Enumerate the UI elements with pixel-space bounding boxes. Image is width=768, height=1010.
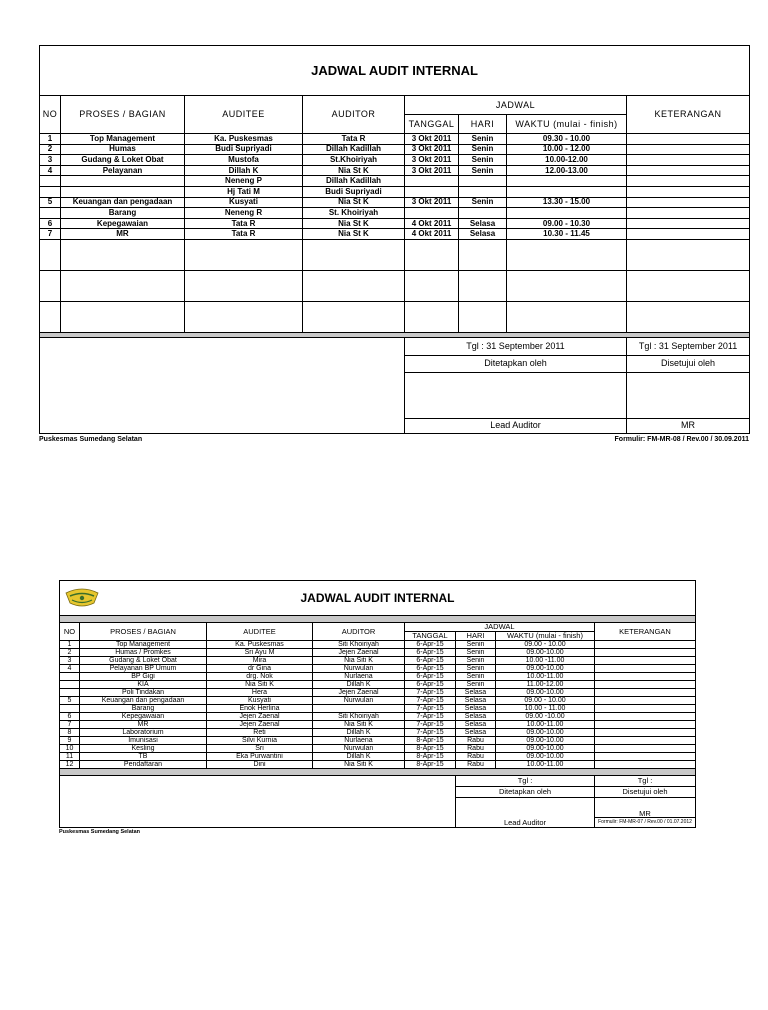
cell-tanggal: 3 Okt 2011 <box>405 144 459 155</box>
cell-keterangan <box>627 134 750 145</box>
date-right: Tgl : 31 September 2011 <box>627 337 750 355</box>
table-row <box>60 721 696 729</box>
cell-no: 12 <box>60 761 80 769</box>
cell-tanggal: 3 Okt 2011 <box>405 165 459 176</box>
cell-auditor: Nia St K <box>303 229 405 240</box>
cell-proses: Kesling <box>80 745 207 753</box>
cell-auditor: St. Khoiriyah <box>303 208 405 219</box>
cell-proses: Barang <box>80 705 207 713</box>
cell-hari: Senin <box>459 165 507 176</box>
table-row <box>60 745 696 753</box>
table-row <box>60 665 696 673</box>
cell-keterangan <box>627 155 750 166</box>
cell-tanggal: 6-Apr-15 <box>405 681 456 689</box>
cell-proses: Keuangan dan pengadaan <box>61 197 185 208</box>
cell-hari: Rabu <box>456 737 496 745</box>
cell-proses: MR <box>61 229 185 240</box>
cell-keterangan <box>595 657 696 665</box>
cell-auditee: Kusyati <box>207 697 313 705</box>
cell-no: 7 <box>40 229 61 240</box>
lead-auditor-label: Lead Auditor <box>405 418 627 433</box>
cell-no: 4 <box>60 665 80 673</box>
cell-waktu: 09.00-10.00 <box>496 729 595 737</box>
document-title: JADWAL AUDIT INTERNAL <box>40 46 750 96</box>
cell-keterangan <box>595 689 696 697</box>
cell-tanggal <box>405 186 459 197</box>
cell-hari: Rabu <box>456 745 496 753</box>
cell-proses: Pelayanan BP Umum <box>80 665 207 673</box>
cell-hari: Senin <box>459 134 507 145</box>
cell-auditee: Hera <box>207 689 313 697</box>
cell-tanggal: 3 Okt 2011 <box>405 134 459 145</box>
cell-keterangan <box>627 186 750 197</box>
cell-auditee: dr Gina <box>207 665 313 673</box>
cell-auditor: Nurwulan <box>313 745 405 753</box>
cell-no <box>40 208 61 219</box>
cell-no <box>60 689 80 697</box>
header-auditee: AUDITEE <box>185 96 303 134</box>
cell-auditee: Enok Herlina <box>207 705 313 713</box>
cell-auditor: Nia St K <box>303 165 405 176</box>
cell-auditee: Jejen Zaenal <box>207 713 313 721</box>
cell-no: 2 <box>40 144 61 155</box>
audit-schedule-2015 <box>59 580 695 835</box>
cell-auditor: Nurwulan <box>313 697 405 705</box>
cell-hari <box>459 176 507 187</box>
cell-auditee: Mustofa <box>185 155 303 166</box>
cell-keterangan <box>627 197 750 208</box>
cell-tanggal: 3 Okt 2011 <box>405 197 459 208</box>
cell-no: 3 <box>60 657 80 665</box>
cell-auditor: Nia St K <box>303 218 405 229</box>
cell-auditee: Dillah K <box>185 165 303 176</box>
cell-tanggal: 6-Apr-15 <box>405 657 456 665</box>
cell-auditor: Tata R <box>303 134 405 145</box>
document-footer <box>59 829 695 835</box>
cell-keterangan <box>595 673 696 681</box>
cell-tanggal: 6-Apr-15 <box>405 665 456 673</box>
cell-auditee: Kusyati <box>185 197 303 208</box>
cell-no: 10 <box>60 745 80 753</box>
cell-auditee: Dini <box>207 761 313 769</box>
table-row <box>60 697 696 705</box>
table-row <box>60 729 696 737</box>
cell-waktu: 09.00-10.00 <box>496 689 595 697</box>
cell-auditee: Sri Ayu M <box>207 649 313 657</box>
cell-auditee: Tata R <box>185 229 303 240</box>
cell-keterangan <box>595 753 696 761</box>
cell-waktu: 09.00 - 10.00 <box>496 641 595 649</box>
cell-hari: Selasa <box>456 689 496 697</box>
cell-keterangan <box>627 165 750 176</box>
cell-hari: Selasa <box>459 229 507 240</box>
cell-keterangan <box>595 737 696 745</box>
cell-auditee: Ka. Puskesmas <box>185 134 303 145</box>
cell-no: 3 <box>40 155 61 166</box>
cell-keterangan <box>595 649 696 657</box>
logo-emblem-icon <box>64 587 100 609</box>
cell-auditor: Jejen Zaenal <box>313 689 405 697</box>
cell-no: 2 <box>60 649 80 657</box>
cell-waktu <box>507 186 627 197</box>
cell-proses: Imunisasi <box>80 737 207 745</box>
cell-auditor: Nia Siti K <box>313 761 405 769</box>
cell-proses: Keuangan dan pengadaan <box>80 697 207 705</box>
cell-hari: Selasa <box>456 697 496 705</box>
cell-hari: Senin <box>459 155 507 166</box>
cell-waktu: 10.00-11.00 <box>496 761 595 769</box>
cell-tanggal: 7-Apr-15 <box>405 729 456 737</box>
cell-tanggal <box>405 208 459 219</box>
cell-no: 1 <box>40 134 61 145</box>
cell-waktu: 09.00-10.00 <box>496 753 595 761</box>
cell-proses: Kepegawaian <box>61 218 185 229</box>
header-no: NO <box>60 623 80 641</box>
cell-auditor: Nia St K <box>303 197 405 208</box>
cell-hari: Selasa <box>456 713 496 721</box>
table-row <box>60 705 696 713</box>
cell-auditor: Dillah Kadillah <box>303 144 405 155</box>
cell-keterangan <box>595 729 696 737</box>
table-row <box>40 208 750 219</box>
puskesmas-logo <box>64 587 100 609</box>
cell-tanggal: 6-Apr-15 <box>405 673 456 681</box>
ditetapkan-label: Ditetapkan oleh <box>456 787 595 798</box>
cell-tanggal: 8-Apr-15 <box>405 745 456 753</box>
signature-blank-area <box>60 776 456 828</box>
date-left: Tgl : 31 September 2011 <box>405 337 627 355</box>
cell-tanggal: 6-Apr-15 <box>405 649 456 657</box>
cell-hari: Senin <box>459 144 507 155</box>
cell-no: 5 <box>60 697 80 705</box>
cell-auditor: Jejen Zaenal <box>313 649 405 657</box>
cell-proses: MR <box>80 721 207 729</box>
cell-proses: Poli Tindakan <box>80 689 207 697</box>
cell-auditor: Dillah K <box>313 729 405 737</box>
cell-waktu: 10.00 - 11.00 <box>496 705 595 713</box>
table-row <box>60 673 696 681</box>
cell-tanggal: 8-Apr-15 <box>405 761 456 769</box>
footer-form-code: Formulir: FM-MR-07 / Rev.00 / 01.07.2012 <box>595 818 696 828</box>
cell-auditee: Eka Purwantini <box>207 753 313 761</box>
cell-no: 5 <box>40 197 61 208</box>
cell-hari: Senin <box>456 649 496 657</box>
cell-keterangan <box>595 697 696 705</box>
footer-institution: Puskesmas Sumedang Selatan <box>59 829 141 835</box>
cell-hari: Senin <box>456 673 496 681</box>
cell-auditor: Dillah K <box>313 753 405 761</box>
cell-hari: Rabu <box>456 753 496 761</box>
ditetapkan-label: Ditetapkan oleh <box>405 355 627 372</box>
cell-tanggal: 7-Apr-15 <box>405 689 456 697</box>
cell-auditee: Budi Supriyadi <box>185 144 303 155</box>
audit-schedule-table <box>59 580 696 828</box>
cell-no: 8 <box>60 729 80 737</box>
cell-auditor: St.Khoiriyah <box>303 155 405 166</box>
table-row <box>60 649 696 657</box>
cell-keterangan <box>595 681 696 689</box>
cell-auditor: Dillah Kadillah <box>303 176 405 187</box>
header-waktu: WAKTU (mulai - finish) <box>507 115 627 134</box>
cell-hari: Selasa <box>459 218 507 229</box>
cell-hari: Senin <box>456 641 496 649</box>
header-tanggal: TANGGAL <box>405 632 456 641</box>
signature-blank-area <box>40 337 405 433</box>
cell-waktu: 09.00 - 10.00 <box>496 697 595 705</box>
cell-keterangan <box>627 208 750 219</box>
cell-waktu: 13.30 - 15.00 <box>507 197 627 208</box>
cell-proses: BP Gigi <box>80 673 207 681</box>
disetujui-label: Disetujui oleh <box>595 787 696 798</box>
header-auditor: AUDITOR <box>303 96 405 134</box>
cell-keterangan <box>595 761 696 769</box>
table-row <box>40 218 750 229</box>
cell-auditor: Nurlaena <box>313 737 405 745</box>
signature-box-right <box>627 372 750 418</box>
cell-keterangan <box>627 176 750 187</box>
table-row <box>60 713 696 721</box>
cell-auditee: Nia Siti K <box>207 681 313 689</box>
cell-waktu: 10.00-11.00 <box>496 721 595 729</box>
cell-waktu: 09.00-10.00 <box>496 649 595 657</box>
cell-tanggal: 8-Apr-15 <box>405 737 456 745</box>
cell-hari: Selasa <box>456 705 496 713</box>
header-keterangan: KETERANGAN <box>595 623 696 641</box>
table-row <box>60 657 696 665</box>
cell-proses <box>61 186 185 197</box>
cell-hari <box>459 186 507 197</box>
signature-box-left <box>456 798 595 818</box>
cell-no: 7 <box>60 721 80 729</box>
header-proses: PROSES / BAGIAN <box>80 623 207 641</box>
cell-auditee: Reti <box>207 729 313 737</box>
mr-label: MR <box>595 798 696 818</box>
cell-waktu: 10.30 - 11.45 <box>507 229 627 240</box>
table-row <box>60 761 696 769</box>
cell-no <box>40 186 61 197</box>
cell-keterangan <box>595 745 696 753</box>
cell-no <box>60 705 80 713</box>
header-proses: PROSES / BAGIAN <box>61 96 185 134</box>
cell-waktu: 10.00 - 12.00 <box>507 144 627 155</box>
table-row <box>60 681 696 689</box>
cell-no <box>40 176 61 187</box>
cell-keterangan <box>595 665 696 673</box>
header-jadwal: JADWAL <box>405 623 595 632</box>
cell-tanggal <box>405 176 459 187</box>
cell-hari: Selasa <box>456 729 496 737</box>
cell-auditee: Jejen Zaenal <box>207 721 313 729</box>
cell-no <box>60 673 80 681</box>
footer-form-code: Formulir: FM-MR-08 / Rev.00 / 30.09.2011 <box>614 435 749 443</box>
cell-hari: Senin <box>456 657 496 665</box>
cell-tanggal: 7-Apr-15 <box>405 697 456 705</box>
disetujui-label: Disetujui oleh <box>627 355 750 372</box>
cell-keterangan <box>595 721 696 729</box>
cell-auditor: Nurwulan <box>313 665 405 673</box>
cell-waktu: 10.00 -11.00 <box>496 657 595 665</box>
signature-box-left <box>405 372 627 418</box>
cell-proses: Top Management <box>80 641 207 649</box>
cell-keterangan <box>627 229 750 240</box>
cell-auditee: Tata R <box>185 218 303 229</box>
cell-no <box>60 681 80 689</box>
cell-hari: Senin <box>459 197 507 208</box>
cell-auditor: Siti Khoiriyah <box>313 641 405 649</box>
table-row <box>60 737 696 745</box>
cell-auditor: Siti Khoiriyah <box>313 713 405 721</box>
cell-tanggal: 7-Apr-15 <box>405 721 456 729</box>
cell-auditor: Dillah K <box>313 681 405 689</box>
cell-tanggal: 3 Okt 2011 <box>405 155 459 166</box>
document-title: JADWAL AUDIT INTERNAL <box>300 591 455 605</box>
header-tanggal: TANGGAL <box>405 115 459 134</box>
cell-hari: Rabu <box>456 761 496 769</box>
cell-tanggal: 4 Okt 2011 <box>405 229 459 240</box>
cell-keterangan <box>595 641 696 649</box>
cell-proses: Gudang & Loket Obat <box>61 155 185 166</box>
audit-schedule-table <box>39 45 750 434</box>
table-row <box>40 165 750 176</box>
cell-auditee: Mira <box>207 657 313 665</box>
table-row <box>40 197 750 208</box>
document-footer <box>39 436 749 443</box>
cell-no: 6 <box>40 218 61 229</box>
cell-waktu: 09.30 - 10.00 <box>507 134 627 145</box>
cell-waktu: 09.00 - 10.30 <box>507 218 627 229</box>
cell-hari: Senin <box>456 681 496 689</box>
cell-tanggal: 6-Apr-15 <box>405 641 456 649</box>
cell-auditee: Hj Tati M <box>185 186 303 197</box>
cell-keterangan <box>595 713 696 721</box>
cell-waktu: 11.00-12.00 <box>496 681 595 689</box>
table-row <box>40 229 750 240</box>
cell-waktu: 09.00-10.00 <box>496 665 595 673</box>
cell-auditor: Nia Siti K <box>313 657 405 665</box>
cell-waktu: 09.00 -10.00 <box>496 713 595 721</box>
header-no: NO <box>40 96 61 134</box>
cell-auditee: Sri <box>207 745 313 753</box>
cell-hari <box>459 208 507 219</box>
cell-waktu: 09.00-10.00 <box>496 745 595 753</box>
cell-tanggal: 8-Apr-15 <box>405 753 456 761</box>
table-row <box>40 134 750 145</box>
cell-auditor: Nurlaena <box>313 673 405 681</box>
cell-waktu: 09.00-10.00 <box>496 737 595 745</box>
header-jadwal: JADWAL <box>405 96 627 115</box>
cell-no: 1 <box>60 641 80 649</box>
mr-label: MR <box>627 418 750 433</box>
cell-auditor: Budi Supriyadi <box>303 186 405 197</box>
table-row <box>40 155 750 166</box>
header-waktu: WAKTU (mulai - finish) <box>496 632 595 641</box>
cell-waktu <box>507 176 627 187</box>
cell-no: 9 <box>60 737 80 745</box>
cell-proses: TB <box>80 753 207 761</box>
cell-auditee: Neneng P <box>185 176 303 187</box>
lead-auditor-label: Lead Auditor <box>456 818 595 828</box>
cell-tanggal: 7-Apr-15 <box>405 713 456 721</box>
header-hari: HARI <box>456 632 496 641</box>
table-row <box>40 144 750 155</box>
cell-keterangan <box>627 218 750 229</box>
cell-no: 11 <box>60 753 80 761</box>
table-row <box>60 689 696 697</box>
cell-proses: Humas / Promkes <box>80 649 207 657</box>
cell-proses: Kepegawaian <box>80 713 207 721</box>
cell-auditor <box>313 705 405 713</box>
cell-proses: Pendaftaran <box>80 761 207 769</box>
cell-proses: Barang <box>61 208 185 219</box>
cell-waktu: 10.00-12.00 <box>507 155 627 166</box>
cell-waktu: 10.00-11.00 <box>496 673 595 681</box>
cell-auditee: Ka. Puskesmas <box>207 641 313 649</box>
cell-no: 6 <box>60 713 80 721</box>
cell-hari: Senin <box>456 665 496 673</box>
date-left: Tgl : <box>456 776 595 787</box>
cell-keterangan <box>595 705 696 713</box>
header-auditor: AUDITOR <box>313 623 405 641</box>
cell-proses: KIA <box>80 681 207 689</box>
table-row <box>40 176 750 187</box>
cell-proses: Humas <box>61 144 185 155</box>
audit-schedule-2011 <box>39 45 749 443</box>
cell-auditee: Neneng R <box>185 208 303 219</box>
cell-hari: Selasa <box>456 721 496 729</box>
header-keterangan: KETERANGAN <box>627 96 750 134</box>
cell-auditee: Silvi Kurnia <box>207 737 313 745</box>
cell-auditor: Nia Siti K <box>313 721 405 729</box>
date-right: Tgl : <box>595 776 696 787</box>
footer-institution: Puskesmas Sumedang Selatan <box>39 435 143 443</box>
header-hari: HARI <box>459 115 507 134</box>
cell-proses <box>61 176 185 187</box>
table-row <box>60 753 696 761</box>
cell-waktu: 12.00-13.00 <box>507 165 627 176</box>
header-auditee: AUDITEE <box>207 623 313 641</box>
cell-no: 4 <box>40 165 61 176</box>
cell-proses: Laboratorium <box>80 729 207 737</box>
cell-proses: Top Management <box>61 134 185 145</box>
cell-proses: Pelayanan <box>61 165 185 176</box>
table-row <box>60 641 696 649</box>
cell-waktu <box>507 208 627 219</box>
cell-keterangan <box>627 144 750 155</box>
cell-tanggal: 4 Okt 2011 <box>405 218 459 229</box>
cell-auditee: drg. Nok <box>207 673 313 681</box>
cell-tanggal: 7-Apr-15 <box>405 705 456 713</box>
cell-proses: Gudang & Loket Obat <box>80 657 207 665</box>
table-row <box>40 186 750 197</box>
